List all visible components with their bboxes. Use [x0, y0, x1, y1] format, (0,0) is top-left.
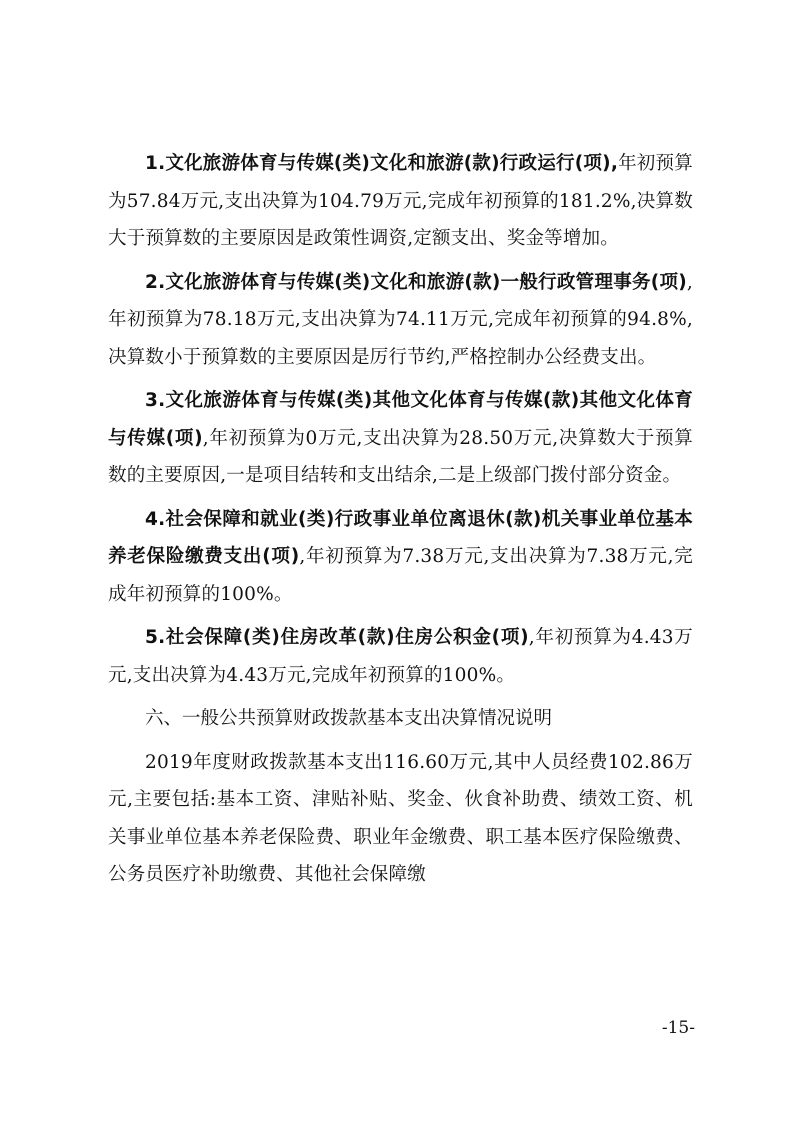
paragraph-item-1 [108, 145, 693, 258]
section-body: 2019年度财政拨款基本支出116.60万元,其中人员经费102.86万元,主要包括:基本工资、津贴补贴、奖金、伙食补助费、绩效工资、机关事业单位基本养老保险费、职业年金缴费、职工基本医疗保险缴费、公务员医疗补助缴费、其他社会保障缴 [108, 751, 693, 885]
paragraph-item-5-text: ,年初预算为4.43万元,支出决算为4.43万元,完成年初预算的100%。 [108, 627, 693, 686]
page-number: -15- [661, 1018, 695, 1038]
paragraph-item-5 [108, 619, 693, 694]
paragraph-item-3-title: 3.文化旅游体育与传媒(类)其他文化体育与传媒(款)其他文化体育与传媒(项) [108, 390, 693, 449]
paragraph-item-2-title: 2.文化旅游体育与传媒(类)文化和旅游(款)一般行政管理事务(项) [145, 271, 687, 293]
paragraph-item-2-text: ,年初预算为78.18万元,支出决算为74.11万元,完成年初预算的94.8%,决算数小于预算数的主要原因是厉行节约,严格控制办公经费支出。 [108, 271, 693, 368]
paragraph-item-1-text: 年初预算为57.84万元,支出决算为104.79万元,完成年初预算的181.2%,决算数大于预算数的主要原因是政策性调资,定额支出、奖金等增加。 [108, 153, 693, 249]
document-page [108, 145, 693, 900]
paragraph-item-1-title: 1.文化旅游体育与传媒(类)文化和旅游(款)行政运行(项), [145, 153, 619, 174]
paragraph-item-4-title: 4.社会保障和就业(类)行政事业单位离退休(款)机关事业单位基本养老保险缴费支出(项) [108, 508, 693, 567]
paragraph-item-5-title: 5.社会保障(类)住房改革(款)住房公积金(项) [145, 627, 529, 648]
section-heading: 六、一般公共预算财政拨款基本支出决算情况说明 [145, 708, 553, 729]
paragraph-item-3-text: ,年初预算为0万元,支出决算为28.50万元,决算数大于预算数的主要原因,一是项目结转和支出结余,二是上级部门拨付部分资金。 [108, 427, 693, 486]
paragraph-item-3 [108, 382, 693, 495]
paragraph-item-2 [108, 264, 693, 377]
paragraph-item-4-text: ,年初预算为7.38万元,支出决算为7.38万元,完成年初预算的100%。 [108, 546, 693, 605]
paragraph-item-4 [108, 501, 693, 614]
